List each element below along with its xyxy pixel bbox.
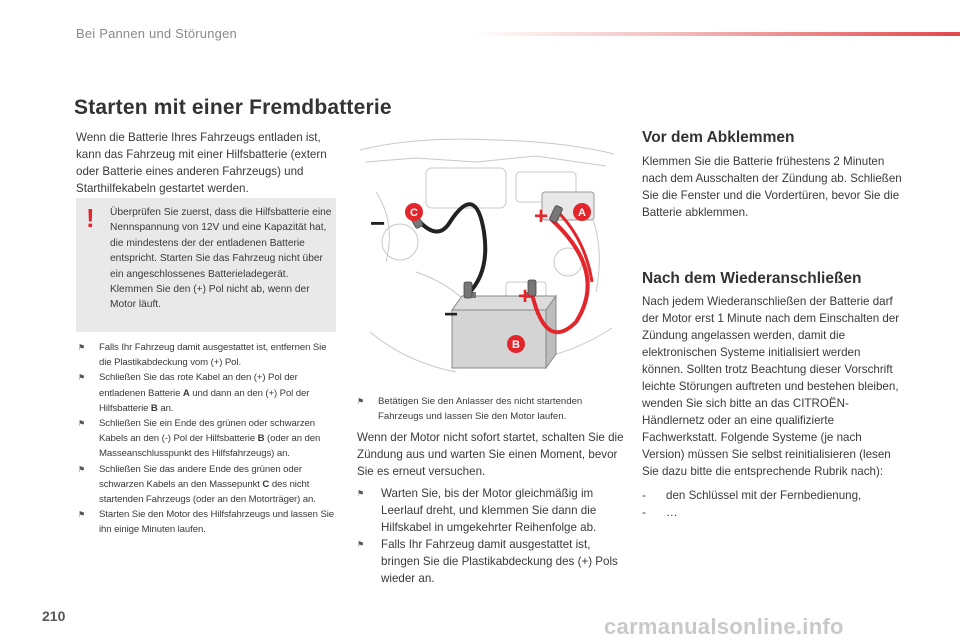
- before-disconnect-paragraph: Klemmen Sie die Batterie frühestens 2 Minuten nach dem Ausschalten der Zündung ab. Schließen Sie die Fenster und die Vordertüren, bevor Sie die Batterie abklemmen.: [642, 155, 902, 219]
- page-title: Starten mit einer Fremdbatterie: [74, 96, 392, 119]
- step-item: ⚑ Schließen Sie ein Ende des grünen oder schwarzen Kabels an den (-) Pol der Hilfsbatterie B (oder an den Masseanschlusspunkt des Hilfsfahrzeugs) an.: [78, 418, 321, 460]
- diagram-plus-label-top: +: [534, 203, 549, 230]
- svg-text:A: A: [578, 207, 586, 219]
- flag-icon: ⚑: [78, 419, 86, 429]
- steps-list-left: [78, 340, 340, 538]
- retry-paragraph: Wenn der Motor nicht sofort startet, schalten Sie die Zündung aus und warten Sie einen Moment, bevor Sie es erneut versuchen.: [357, 431, 624, 478]
- watermark: carmanualsonline.info: [604, 614, 844, 639]
- booster-battery: [452, 292, 556, 368]
- step-item: ⚑ Falls Ihr Fahrzeug damit ausgestattet ist, bringen Sie die Plastikabdeckung des (+) Pols wieder an.: [357, 538, 618, 585]
- step-item: ⚑ Falls Ihr Fahrzeug damit ausgestattet ist, entfernen Sie die Plastikabdeckung vom (+) Pol.: [78, 342, 327, 369]
- jump-start-diagram: [356, 132, 620, 384]
- diagram-minus-label-battery: −: [444, 301, 459, 328]
- label-a: [573, 203, 591, 221]
- list-item: - …: [642, 506, 678, 519]
- diagram-plus-label-battery: +: [518, 283, 533, 310]
- step-item: ⚑ Starten Sie den Motor des Hilfsfahrzeugs und lassen Sie ihn einige Minuten laufen.: [78, 509, 335, 536]
- diagram-minus-label: −: [370, 208, 386, 238]
- flag-icon: ⚑: [78, 343, 86, 352]
- label-b: [507, 335, 525, 353]
- steps-list-mid-1: [357, 394, 625, 425]
- reinit-systems-list: [642, 487, 904, 521]
- svg-text:B: B: [512, 339, 520, 351]
- step-item: ⚑ Warten Sie, bis der Motor gleichmäßig im Leerlauf dreht, und klemmen Sie dann die Hilfskabel in umgekehrter Reihenfolge ab.: [357, 487, 597, 534]
- flag-icon: ⚑: [78, 464, 86, 474]
- heading-after-reconnect: Nach dem Wiederanschließen: [642, 270, 862, 287]
- list-item: - den Schlüssel mit der Fernbedienung,: [642, 489, 862, 502]
- header-accent-bar: [470, 32, 960, 36]
- warning-text: Überprüfen Sie zuerst, dass die Hilfsbatterie eine Nennspannung von 12V und eine Kapazität hat, die mindestens der der entladenen Batterie entspricht. Starten Sie das Fahrzeug nicht über ein angeschlossenes Batterieladegerät. Klemmen Sie den (+) Pol nicht ab, wenn der Motor läuft.: [110, 207, 332, 311]
- svg-text:C: C: [410, 207, 418, 219]
- red-cable: [532, 220, 588, 332]
- intro-paragraph: Wenn die Batterie Ihres Fahrzeugs entladen ist, kann das Fahrzeug mit einer Hilfsbatterie (extern oder Batterie eines anderen Fahrzeugs) und Starthilfekabeln gestartet werden.: [76, 131, 327, 195]
- flag-icon: ⚑: [357, 489, 365, 498]
- flag-icon: ⚑: [357, 540, 365, 549]
- heading-before-disconnect: Vor dem Abklemmen: [642, 129, 795, 146]
- section-header: Bei Pannen und Störungen: [76, 26, 237, 41]
- flag-icon: ⚑: [78, 373, 86, 383]
- step-item: ⚑ Schließen Sie das rote Kabel an den (+) Pol der entladenen Batterie A und dann an den (+) Pol der Hilfsbatterie B an.: [78, 372, 310, 414]
- page-number: 210: [42, 608, 66, 624]
- steps-list-mid-2: [357, 485, 625, 587]
- step-item: ⚑ Betätigen Sie den Anlasser des nicht startenden Fahrzeugs und lassen Sie den Motor laufen.: [357, 396, 583, 423]
- flag-icon: ⚑: [78, 510, 86, 520]
- black-cable: [418, 204, 485, 294]
- step-item: ⚑ Schließen Sie das andere Ende des grünen oder schwarzen Kabels an den Massepunkt C des nicht startenden Fahrzeugs (oder an den Motorträger) an.: [78, 463, 316, 506]
- warning-icon: !: [86, 203, 95, 233]
- after-reconnect-paragraph: Nach jedem Wiederanschließen der Batterie darf der Motor erst 1 Minute nach dem Einschalten der Zündung angelassen werden, damit die elektronischen Systeme initialisiert werden können. Sollten trotz Beachtung dieser Vorschrift leichte Störungen auftreten und bestehen bleiben, wenden Sie sich bitte an das CITROËN-Händlernetz oder an eine qualifizierte Fachwerkstatt. Folgende Systeme (je nach Version) müssen Sie selbst reinitialisieren (lesen Sie dazu bitte die entsprechende Rubrik nach):: [642, 295, 900, 478]
- label-c: [405, 203, 423, 221]
- flag-icon: ⚑: [357, 397, 365, 406]
